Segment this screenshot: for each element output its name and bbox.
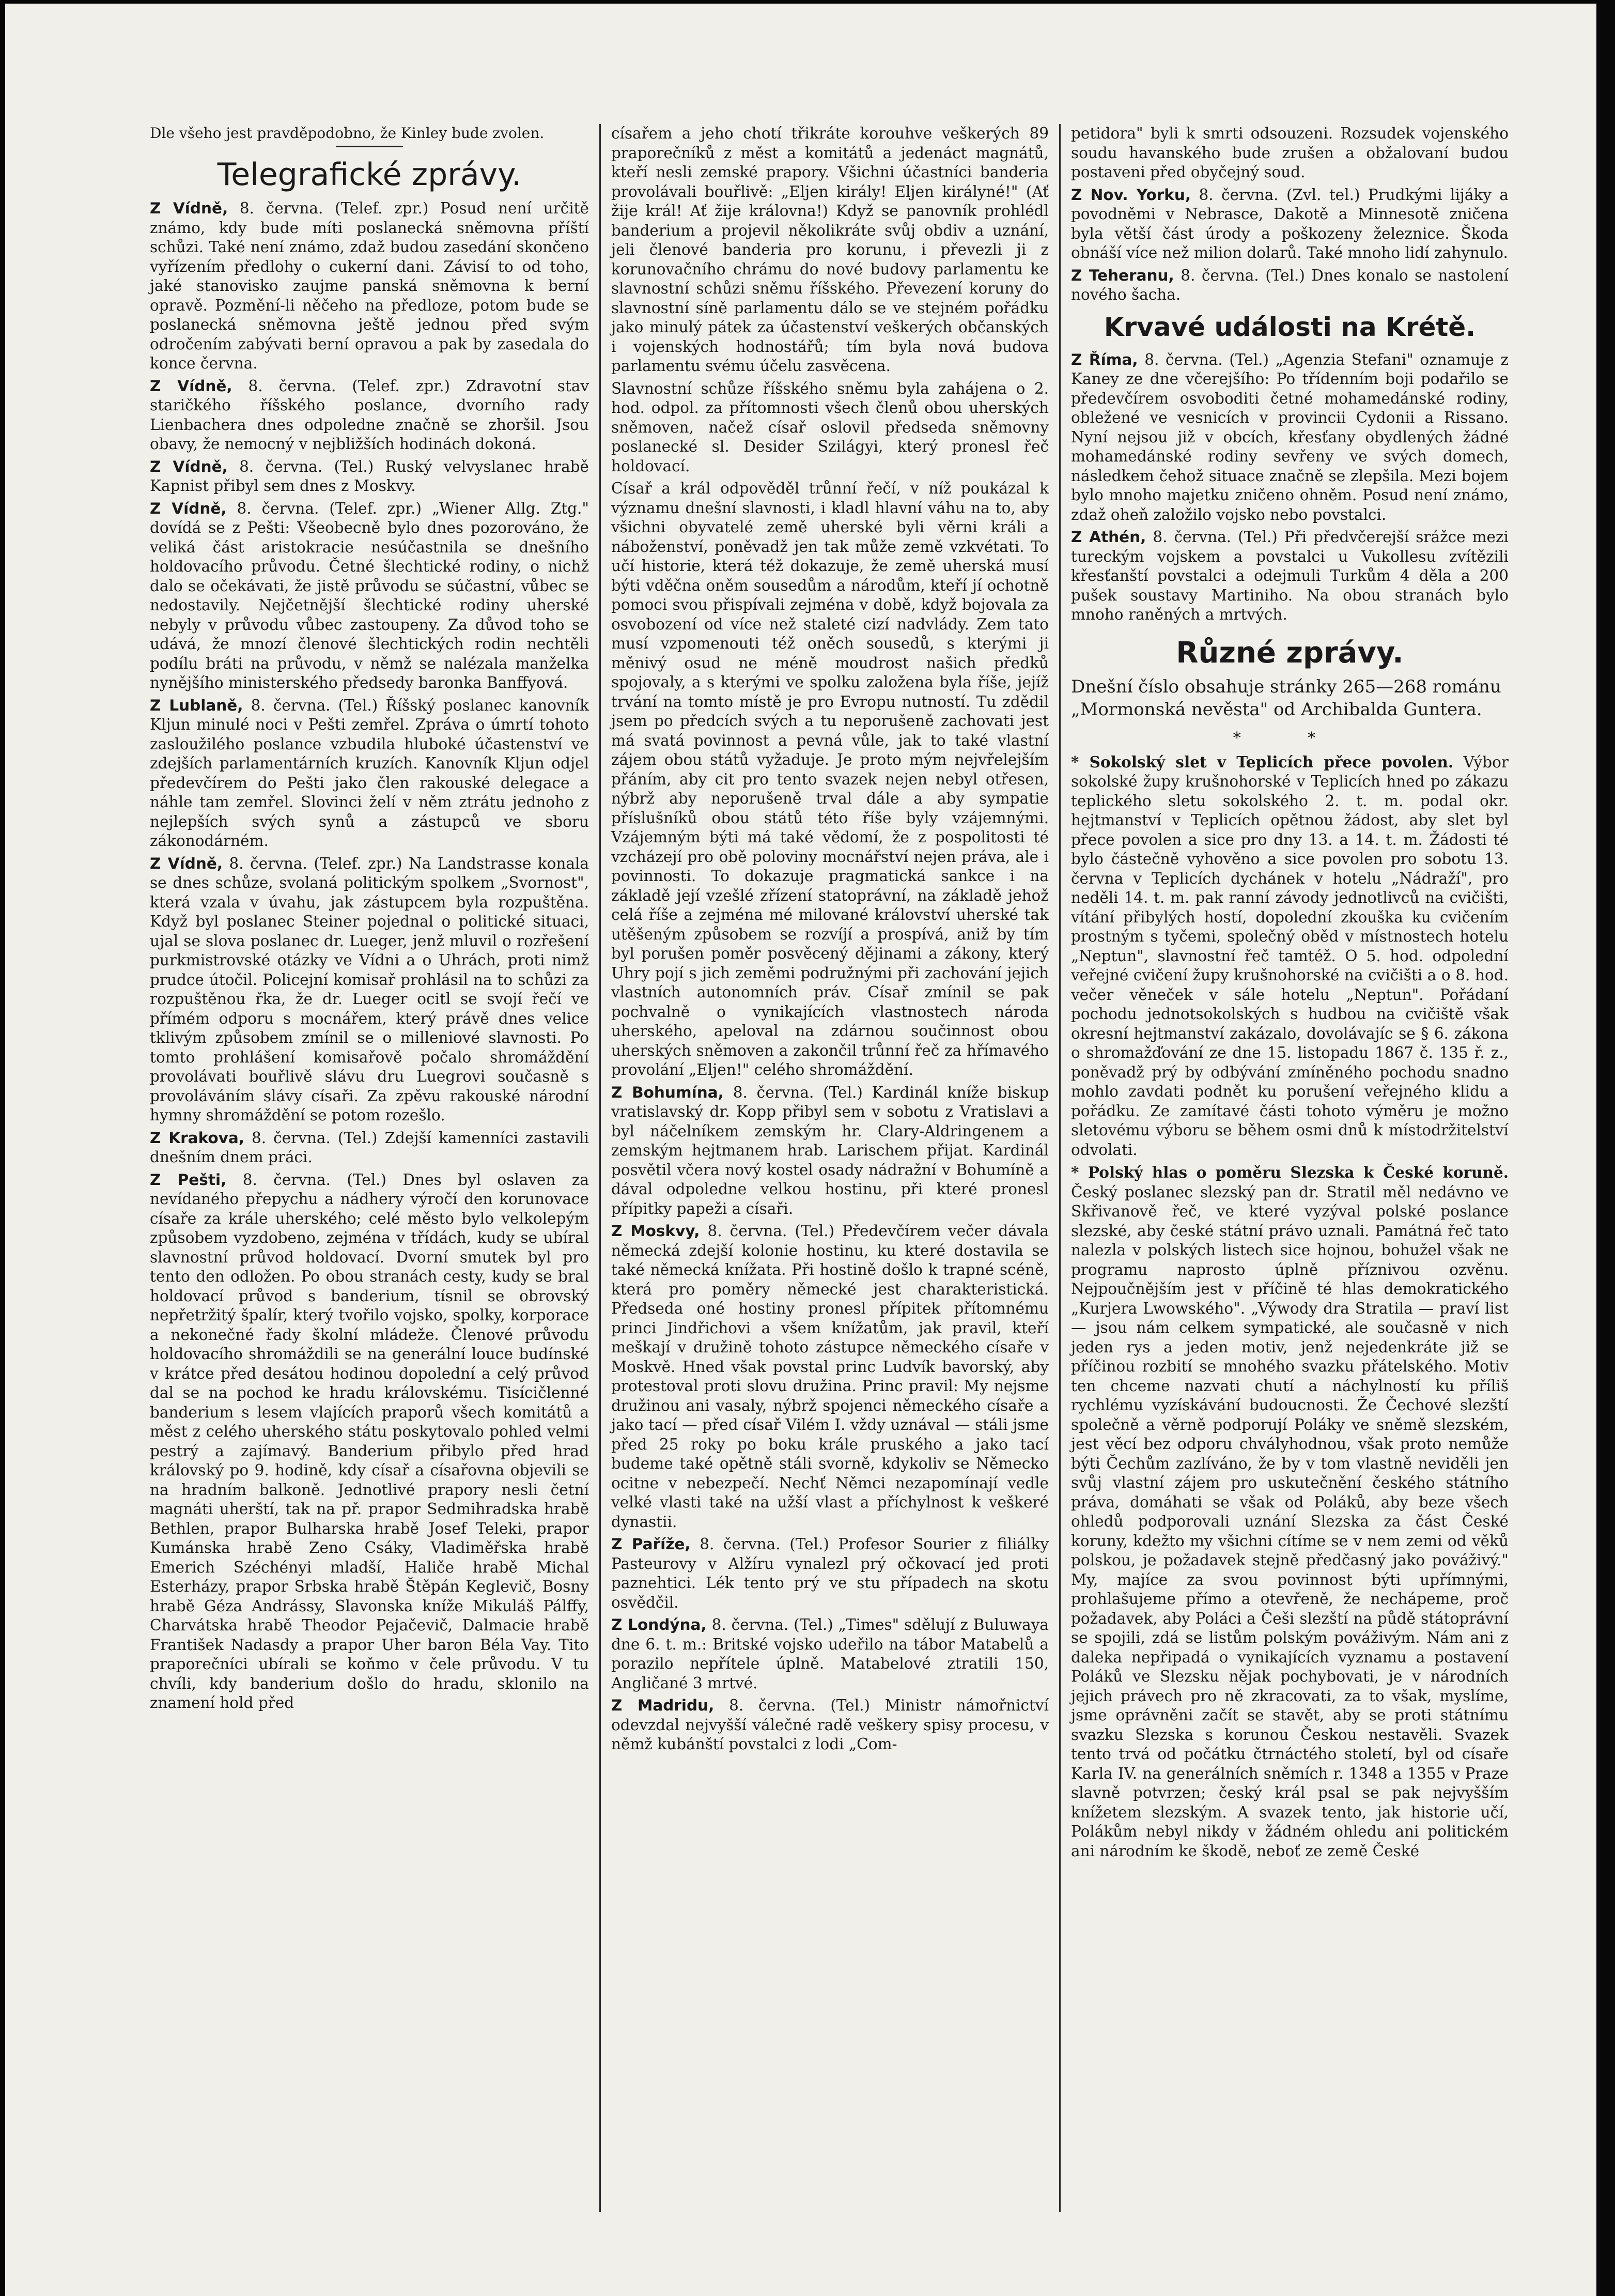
article	[150, 854, 589, 1126]
article-continued: petidora" byli k smrti odsouzeni. Rozsudek vojenského soudu havanského bude zrušen a obžalovaní budou postaveni před obyčejný soud.	[1071, 125, 1509, 181]
dateline: Z Krakova,	[150, 1129, 245, 1147]
dateline: Z Vídně,	[150, 457, 228, 475]
article: Císař a král odpověděl trůnní řečí, v níž poukázal k významu dnešní slavnosti, i kladl hlavní váhu na to, aby všichni obyvatelé země uherské byli věrni králi a náboženství, poněvadž jen tak může země vzkvétati. To učí historie, která též dokazuje, že země uherská musí býti vděčna oněm sousedům a národům, kteří jí ochotně pomoci svou přispívali zejména v době, když bojovala za osvobození od více než staleté cizí nadvlády. Zem tato musí vzpomenouti též oněch sousedů, s kterými ji měnivý osud ne méně moudrost našich předků spojovaly, a s kterými ve spolku založena byla říše, jejíž trvání na tomto místě je pro Evropu nutností. Tu zdědil jsem po předcích svých a tu neporušeně zachovati jest má svatá povinnost a pevná vůle, jak to také vlastní zájem obou států vyžaduje. Je proto mým nejvřelejším přáním, aby cit pro tento svazek nejen nebyl otřesen, nýbrž aby neporušeně trval dále a aby sympatie příslušníků obou států této říše byly vzájemnými. Vzájemným býti má také vědomí, že z pospolitosti té vzcházejí pro obě poloviny mocnářství nejen práva, ale i povinnosti. To dokazuje pragmatická sankce i na základě její vzešlé zřízení statoprávní, na základě jehož celá říše a zejména mé milované království uherské tak utěšeným způsobem se rozvíjí a prospívá, aniž by tím byl porušen poměr posvěcený dějinami a zákony, který Uhry pojí s jich zeměmi podružnými při zachování jejich vlastních autonomních práv. Císař zmínil se pak pochvalně o vynikajících vlastnostech národa uherského, apeloval na zdárnou součinnost obou uherských sněmoven a zakončil trůnní řeč za hřímavého provolání „Eljen!" celého shromáždění.	[611, 480, 1049, 1078]
article-text: 8. června. (Zvl. tel.) Prudkými lijáky a povodněmi v Nebrasce, Dakotě a Minnesotě zničena byla větší část úrody a poškozeny železnice. Škoda obnáší více než milion dolarů. Také mnoho lidí zahynulo.	[1071, 186, 1509, 261]
article-text: Výbor sokolské župy krušnohorské v Teplicích hned po zákazu teplického sletu sokolského 2. t. m. podal okr. hejtmanství v Teplicích opětnou žádost, aby slet byl přece povolen a sice pro dny 13. a 14. t. m. Žádosti té bylo částečně vyhověno a sice povolen pro sobotu 13. června v Teplicích dychánek v hotelu „Nádraží", pro neděli 14. t. m. pak ranní závody jednotlivců na cvičišti, vítání přibylých hostí, dopolední zkouška ku cvičením prostným s tyčemi, společný oběd v místnostech hotelu „Neptun", slavnostní řeč tamtéž. O 5. hod. odpolední veřejné cvičení župy krušnohorské na cvičišti a o 8. hod. večer věneček v sále hotelu „Neptun". Pořádaní pochodu jednotsokolských s hudbou na cvičiště však okresní hejtmanství zakázalo, dovolávajíc se § 6. zákona o shromažďování ze dne 15. listopadu 1867 č. 135 ř. z., poněvadž prý by odbývání zmíněného pochodu snadno mohlo zavdati podnět ku porušení veřejného klidu a pořádku. Ze zamítavé části tohoto výměru je možno sletovému výboru se během osmi dnů k místodržitelství odvolati.	[1071, 753, 1509, 1159]
dateline: Z Nov. Yorku,	[1071, 186, 1191, 204]
dateline: Z Londýna,	[611, 1616, 707, 1634]
article-text: 8. června. (Telef. zpr.) „Wiener Allg. Ztg." dovídá se z Pešti: Všeobecně bylo dnes pozorováno, že veliká část aristokracie nesúčastnila se dnešního holdovacího průvodu. Četné šlechtické rodiny, o nichž dalo se očekávati, že jistě průvodu se súčastní, vůbec se nedostavily. Nejčetnější šlechtické rodiny uherské nebyly v průvodu vůbec zastoupeny. Za důvod toho se udává, že mnozí členové šlechtických rodin nechtěli podílu bráti na průvodu, v němž se nalézala manželka nynějšího ministerského předsedy baronka Banffyová.	[150, 499, 589, 691]
section-heading-misc: Různé zprávy.	[1176, 636, 1404, 670]
dateline: Z Říma,	[1071, 350, 1138, 368]
dateline: Z Lublaně,	[150, 696, 243, 714]
scan-edge-left	[0, 0, 5, 2296]
article	[150, 377, 589, 454]
dateline: Z Moskvy,	[611, 1222, 700, 1240]
divider	[336, 146, 403, 147]
novel-notice: Dnešní číslo obsahuje stránky 265—268 románu „Mormonská nevěsta" od Archibalda Guntera.	[1071, 676, 1501, 720]
section-heading-crete: Krvavé události na Krétě.	[1104, 312, 1476, 342]
article-text: 8. června. (Tel.) Dnes byl oslaven za nevídaného přepychu a nádhery výročí den korunovace císaře za krále uherského; celé město bylo velkolepým způsobem vyzdobeno, zejména v třídách, kudy se ubíral slavnostní průvod holdovací. Dvorní smutek byl pro tento den odložen. Po obou stranách cesty, kudy se bral holdovací průvod s banderium, tísnil se obrovský nepřetržitý špalír, který tvořilo vojsko, spolky, korporace a nekonečné řady školní mládeže. Členové průvodu holdovacího shromáždili se na generální louce budínské v krátce před desátou hodinou dopolední a celý průvod dal se na pochod ke hradu královskému. Tisícičlenné banderium s lesem vlajících praporů všech komitátů a měst z celého uherského státu poskytovalo pohled velmi pestrý a zajímavý. Banderium přibylo před hrad královský po 9. hodině, kdy císař a císařovna objevili se na hradním balkoně. Jednotlivé prapory nesli četní magnáti uherští, tak na př. prapor Sedmihradska hrabě Bethlen, prapor Bulharska hrabě Josef Teleki, prapor Kumánska hrabě Zeno Csáky, Vladiměřska hrabě Emerich Széchényi mladší, Haliče hrabě Michal Esterházy, prapor Srbska hrabě Štěpán Keglevič, Bosny hrabě Géza Andrássy, Slavonska kníže Mikuláš Pálffy, Charvátska hrabě Theodor Pejačevič, Dalmacie hrabě František Nadasdy a prapor Uher baron Béla Vay. Tito praporečníci ubírali se koňmo v čele průvodu. V tu chvíli, kdy banderium došlo do hradu, sklonilo na znamení hold před	[150, 1170, 589, 1712]
article-headline: * Polský hlas o poměru Slezska k České koruně.	[1071, 1163, 1509, 1181]
article: Slavnostní schůze říšského sněmu byla zahájena o 2. hod. odpol. za přítomnosti všech členů obou uherských sněmoven, načež císař oslovil předseda sněmovny poslanecké sl. Desider Szilágyi, který pronesl řeč holdovací.	[611, 379, 1049, 475]
article-text: 8. června. (Tel.) Zdejší kamenníci zastavili dnešním dnem práci.	[150, 1129, 589, 1166]
scan-edge-right	[1596, 0, 1615, 2296]
article	[1071, 1163, 1509, 1861]
article-text: Český poslanec slezský pan dr. Stratil měl nedávno ve Skřivanově řeč, ve které vyzýval polské poslance slezské, aby české státní právo uznali. Památná řeč tato nalezla v polských listech sice hojnou, bohužel však ne programu naprosto úplně příznivou ozvěnu. Nejpoučnějším jest v příčině té hlas demokratického „Kurjera Lwowského". „Výwody dra Stratila — praví list — jsou nám celkem sympatické, ale současně v nich jeden rys a jeden motiv, jenž nejedenkráte již se příčinou rozbití se mnohého svazku přátelského. Motiv ten chceme nazvati chutí a náchylností ku příliš rychlému vyzískávání budoucnosti. Že Čechové slezští společně a věrně podporují Poláky ve sněmě slezském, jest věcí bez odporu chvályhodnou, však proto nemůže býti Čechům zazlíváno, že by v tom vlastně neviděli jen svůj vlastní zájem pro uskutečnění českého státního práva, domáhati se však od Poláků, aby beze všech ohledů podporovali uznání Slezska za část České koruny, kdežto my všichni cítíme se v nem zemi od věků polskou, je požadavek stejně předčasný jako pováživý." My, majíce za svou povinnost býti upřímnými, prohlašujeme přímo a otevřeně, že nechápeme, proč požadavek, aby Poláci a Češi slezští na půdě státoprávní se spojili, zdá se listům polským pováživým. Nám ani z daleka nepřipadá o vynikajících vyznamu a postavení Poláků ve Slezsku nějak pochybovati, je v národních jejich právech pro ně zkracovati, za to však, myslíme, jsme oprávněni začít se stavět, aby se proti státnímu svazku Slezska s korunou Českou nestavěli. Svazek tento trvá od počátku čtrnáctého století, byl od císaře Karla IV. na generálních sněmích r. 1348 a 1355 v Praze slavně potvrzen; český král psal se pak nejvyšším knížetem slezským. A svazek tento, jak historie učí, Polákům nebyl nikdy v žádném ohledu ani politickém ani národním ke škodě, neboť ze země České	[1071, 1183, 1509, 1860]
intro-paragraph: Dle všeho jest pravděpodobno, že Kinley bude zvolen.	[150, 125, 545, 142]
article-text: 8. června. (Telef. zpr.) Posud není určitě známo, kdy bude míti poslanecká sněmovna příští schůzi. Také není známo, zdaž budou zasedání skončeno vyřízením předlohy o cukerní dani. Závisí to od toho, jaké stanovisko zaujme panská sněmovna k berní opravě. Pozmění-li něčeho na předloze, potom bude se poslanecká sněmovna ještě jednou před svým odročením zabývati berní opravou a pak by zasedala do konce června.	[150, 199, 589, 372]
article-text: 8. června. (Tel.) Profesor Sourier z filiálky Pasteurovy v Alžíru vynalezl prý očkovací jed proti paznehtici. Lék tento prý ve stu případech na skotu osvědčil.	[611, 1535, 1049, 1611]
article-text: 8. června. (Tel.) „Agenzia Stefani" oznamuje z Kaney ze dne včerejšího: Po třídenním boji podařilo se předevčírem osvoboditi četné mohamedánské rodiny, obležené ve vesnicích v provincii Cydonii a Rissano. Nyní nejsou již v obcích, křesťany obydlených žádné mohamedánské rodiny sevřeny ve svých domech, následkem čehož situace značně se zlepšila. Mezi bojem bylo mnoho majetku zničeno ohněm. Posud není známo, zdaž oheň založilo vojsko nebo povstalci.	[1071, 350, 1509, 523]
article	[611, 1615, 1049, 1693]
article	[1071, 186, 1509, 263]
article-text: 8. června. (Tel.) „Times" sdělují z Buluwaya dne 6. t. m.: Britské vojsko udeřilo na tábor Matabelů a porazilo nepřítele úplně. Matabelové ztratili 150, Angličané 3 mrtvé.	[611, 1616, 1049, 1692]
article-text: 8. června. (Tel.) Při předvčerejší srážce mezi tureckým vojskem a povstalci u Vukollesu zvítězili křesťanští povstalci a odejmuli Turkům 4 děla a 200 pušek soustavy Martiniho. Na obou stranách bylo mnoho raněných a mrtvých.	[1071, 528, 1509, 623]
article	[611, 1222, 1049, 1532]
article	[1071, 528, 1509, 625]
article	[611, 1696, 1049, 1754]
article	[150, 1129, 589, 1167]
column-2	[599, 124, 1059, 2212]
asterisk-divider: * *	[1233, 729, 1347, 747]
article-text: 8. června. (Tel.) Kardinál kníže biskup vratislavský dr. Kopp přibyl sem v sobotu z Vratislavi a byl náčelníkem zemským hr. Clary-Aldringenem a zemským hejtmanem hrab. Larischem přijat. Kardinál posvětil včera nový kostel osady nádražní v Bohumíně a dával odpoledne velkou hostinu, při které pronesl přípitky papeži a císaři.	[611, 1083, 1049, 1218]
article	[150, 1170, 589, 1713]
article	[150, 199, 589, 374]
dateline: Z Vídně,	[150, 854, 223, 872]
dateline: Z Pešti,	[150, 1170, 227, 1189]
article	[150, 696, 589, 851]
dateline: Z Athén,	[1071, 528, 1146, 546]
scan-edge-top	[0, 0, 1615, 4]
article	[1071, 752, 1509, 1160]
article-text: 8. června. (Tel.) Ministr námořnictví odevzdal nejvyšší válečné radě veškery spisy procesu, v němž kubánští povstalci z lodi „Com-	[611, 1697, 1049, 1753]
dateline: Z Vídně,	[150, 199, 228, 217]
dateline: Z Bohumína,	[611, 1083, 724, 1101]
column-1	[139, 124, 599, 2212]
article	[150, 499, 589, 693]
article-text: 8. června. (Tel.) Předevčírem večer dávala německá zdejší kolonie hostinu, ku které dostavila se také německá knížata. Při hostině došlo k trapné scéně, která pro poměry německé jest charakteristická. Předseda oné hostiny pronesl přípitek přítomnému princi Jindřichovi a všem knížatům, jak pravil, kteří meškají v družině tohoto zástupce německého císaře v Moskvě. Hned však povstal princ Ludvík bavorský, aby protestoval proti slovu družina. Princ pravil: My nejsme družinou ani vasaly, nýbrž spojenci německého císaře a jako tací — před císař Vilém I. vždy uznával — stáli jsme před 25 roky po boku krále pruského a jako tací budeme také opětně stáli svorně, kdykoliv se Německo ocitne v nebezpečí. Nechť Němci nezapomínají vedle velké vlasti také na užší vlast a příchylnost k veškeré dynastii.	[611, 1222, 1049, 1531]
article-text: 8. června. (Telef. zpr.) Zdravotní stav staričkého říšského poslance, dvorního rady Lienbachera dnes odpoledne značně se zhoršil. Jsou obavy, že nemocný v nejbližších hodinách dokoná.	[150, 377, 589, 453]
dateline: Z Madridu,	[611, 1697, 715, 1714]
article	[150, 457, 589, 496]
dateline: Z Paříže,	[611, 1535, 691, 1553]
article	[1071, 350, 1509, 525]
column-3	[1059, 124, 1519, 2212]
article-text: 8. června. (Tel.) Říšský poslanec kanovník Kljun minulé noci v Pešti zemřel. Zpráva o úmrtí tohoto zasloužilého poslance vzbudila hluboké účastenství ve zdejších parlamentárních kruzích. Kanovník Kljun odjel předevčírem do Pešti jako člen rakouské delegace a náhle tam zemřel. Slovinci želí v něm ztrátu jednoho z nejlepších svých synů a zástupců ve sboru zákonodárném.	[150, 696, 589, 850]
dateline: Z Vídně,	[150, 499, 227, 517]
newspaper-page	[139, 124, 1565, 2212]
article-headline: * Sokolský slet v Teplicích přece povolen.	[1071, 752, 1454, 771]
dateline: Z Teheranu,	[1071, 266, 1174, 284]
article-text: 8. června. (Tel.) Dnes konalo se nastolení nového šacha.	[1071, 266, 1509, 303]
article	[611, 1083, 1049, 1219]
dateline: Z Vídně,	[150, 377, 232, 395]
article-text: 8. června. (Tel.) Ruský velvyslanec hrabě Kapnist přibyl sem dnes z Moskvy.	[150, 457, 589, 495]
article	[611, 1535, 1049, 1612]
article	[1071, 266, 1509, 305]
section-heading-telegrams: Telegrafické zprávy.	[217, 157, 522, 193]
article-continued: císařem a jeho chotí třikráte korouhve veškerých 89 praporečníků z měst a komitátů a jedenáct magnátů, kteří nesli zemské prapory. Všichni účastníci banderia provolávali bouřlivě: „Eljen király! Eljen királyné!" (Ať žije král! Ať žije královna!) Když se panovník prohlédl banderium a projevil několikráte svůj obdiv a uznání, jeli členové banderia pro korunu, i převezli ji z korunovačního chrámu do nové budovy parlamentu ke slavnostní schůzi sněmu říšského. Převezení koruny do slavnostní síně parlamentu dálo se ve stejném pořádku jako minulý pátek za účastenství veškerých občanských i vojenských hodnostářů; tím byla nová budova parlamentu svému účelu zasvěcena.	[611, 125, 1049, 375]
article-text: 8. června. (Telef. zpr.) Na Landstrasse konala se dnes schůze, svolaná politickým spolkem „Svornost", která vzala v úvahu, jak zástupcem byla rozpuštěna. Když byl poslanec Steiner pojednal o politické situaci, ujal se slova poslanec dr. Lueger, jenž mluvil o rozřešení purkmistrovské otázky ve Vídni a o Uhrách, proti nimž prudce útočil. Policejní komisař prohlásil na to schůzi za rozpuštěnou řka, že dr. Lueger ocitl se svojí řečí ve přímém odporu s mocnářem, který právě dnes velice tklivým způsobem zmínil se o milleniové slavnosti. Po tomto prohlášení komisařově počalo shromáždění provolávati bouřlivě slávu dru Luegrovi současně s provoláváním slávy císaři. Za zpěvu rakouské národní hymny shromáždění se potom rozešlo.	[150, 854, 589, 1124]
